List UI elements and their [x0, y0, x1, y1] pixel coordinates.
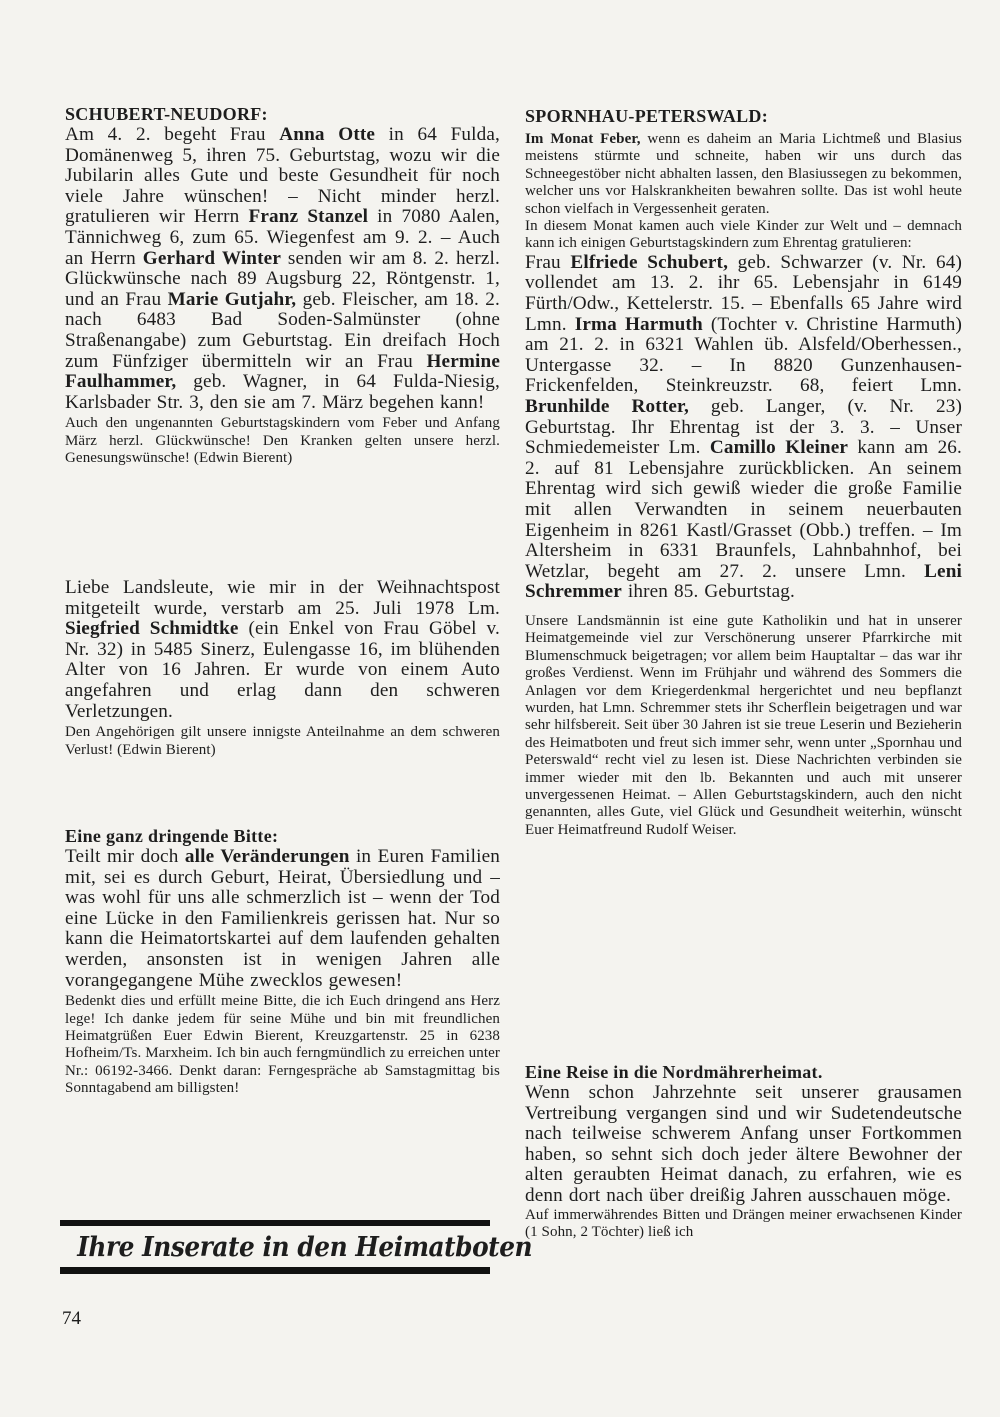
paragraph: Im Monat Feber, wenn es daheim an Maria Lichtmeß und Blasius meistens stürmte und schneite, haben wir uns durch das Schneegestöber nicht abhalten lassen, den Blasiussegen zu bekommen, welcher uns vor Halskrankheiten bewahren sollte. Das ist wohl heute schon vielfach in Vergessenheit geraten.	[525, 131, 962, 217]
bold-name: Elfriede Schubert,	[570, 251, 729, 273]
divider	[60, 1267, 490, 1274]
paragraph: In diesem Monat kamen auch viele Kinder zur Welt und – demnach kann ich einigen Geburtstagskindern zum Ehrentag gratulieren:	[525, 218, 962, 252]
paragraph: Unsere Landsmännin ist eine gute Katholikin und hat in unserer Heimatgemeinde viel zur Verschönerung unserer Pfarrkirche mit Blumenschmuck beigetragen; vor allem beim Hauptaltar – das war ihr großes Verdienst. Wenn im Frühjahr und während des Sommers die Anlagen vor dem Kriegerdenkmal hergerichtet und neu bepflanzt wurden, hat Lmn. Schremmer stets ihr Scherflein beigetragen und war sehr hilfsbereit. Seit über 30 Jahren ist sie treue Leserin und Bezieherin des Heimatboten und freut sich immer sehr, wenn unter „Spornhau und Peterswald“ recht viel zu lesen ist. Diese Nachrichten verbinden sie immer wieder mit den lb. Bekannten und auch mit unserer unvergessenen Heimat. – Allen Geburtstagskindern, auch den nicht genannten, alles Gute, viel Glück und Gesundheit weiterhin, wünscht Euer Heimatfreund Rudolf Weiser.	[525, 612, 962, 838]
paragraph: Frau Elfriede Schubert, geb. Schwarzer (v. Nr. 64) vollendet am 13. 2. ihr 65. Lebensjahr in 6149 Fürth/Odw., Kettelerstr. 15. – Ebenfalls 65 Jahre wird Lmn. Irma Harmuth (Tochter v. Christine Harmuth) am 21. 2. in 6321 Wahlen üb. Alsfeld/Oberhessen., Untergasse 32. – In 8820 Gunzenhausen-Frickenfelden, Steinkreuzstr. 68, feiert Lmn. Brunhilde Rotter, geb. Langer, (v. Nr. 23) Geburtstag. Ihr Ehrentag ist der 3. 3. – Unser Schmiedemeister Lm. Camillo Kleiner kann am 26. 2. auf 81 Lebensjahre zurückblicken. An seinem Ehrentag wird sich gewiß wieder die große Familie mit allen Verwandten in seinem neuerbauten Eigenheim in 8261 Kastl/Grasset (Obb.) treffen. – Im Altersheim in 6331 Braunfels, Lahnbahnhof, bei Wetzlar, begeht am 27. 2. unsere Lmn. Leni Schremmer ihren 85. Geburtstag.	[525, 251, 962, 603]
bold-name: Brunhilde Rotter,	[525, 396, 689, 417]
page-number: 74	[62, 1308, 81, 1329]
bold-name: Marie Gutjahr,	[167, 288, 297, 310]
section-schubert-neudorf	[65, 104, 500, 468]
bold-name: Im Monat Feber,	[525, 131, 641, 147]
bold-name: Leni Schremmer	[525, 560, 962, 603]
paragraph: Liebe Landsleute, wie mir in der Weihnachtspost mitgeteilt wurde, verstarb am 25. Juli 1978 Lm. Siegfried Schmidtke (ein Enkel von Frau Göbel v. Nr. 32) in 5485 Sinerz, Eulengasse 16, im blühenden Alter von 16 Jahren. Er wurde von einem Auto angefahren und erlag dann den schweren Verletzungen.	[65, 577, 500, 722]
section-dringende-bitte	[65, 826, 500, 1098]
paragraph: Am 4. 2. begeht Frau Anna Otte in 64 Fulda, Domänenweg 5, ihren 75. Geburtstag, wozu wir die Jubilarin alles Gute und beste Gesundheit für noch viele Jahre wünschen! – Nicht minder herzl. gratulieren wir Herrn Franz Stanzel in 7080 Aalen, Tännichweg 6, zum 65. Wiegenfest am 9. 2. – Auch an Herrn Gerhard Winter senden wir am 8. 2. herzl. Glückwünsche nach 89 Augsburg 22, Röntgenstr. 1, und an Frau Marie Gutjahr, geb. Fleischer, am 18. 2. nach 6483 Bad Soden-Salmünster (ohne Straßenangabe) zum Geburtstag. Ein dreifach Hoch zum Fünfziger übermitteln wir an Frau Hermine Faulhammer, geb. Wagner, in 64 Fulda-Niesig, Karlsbader Str. 3, den sie am 7. März begehen kann!	[65, 124, 500, 413]
paragraph: Den Angehörigen gilt unsere innigste Anteilnahme an dem schweren Verlust! (Edwin Bierent)	[65, 724, 500, 758]
paragraph: Auch den ungenannten Geburtstagskindern vom Feber und Anfang März herzl. Glückwünsche! Den Kranken gelten unsere herzl. Genesungswünsche! (Edwin Bierent)	[65, 415, 500, 467]
bold-name: Franz Stanzel	[248, 206, 369, 228]
section-heading: Eine ganz dringende Bitte:	[65, 826, 279, 846]
bold-name: Irma Harmuth	[574, 313, 703, 335]
section-spornhau-peterswald	[525, 106, 962, 839]
bold-name: Hermine Faulhammer,	[65, 350, 500, 393]
bold-name: alle Veränderungen	[184, 846, 350, 867]
banner-text: Ihre Inserate in den Heimatboten	[77, 1232, 533, 1263]
section-heading: SPORNHAU-PETERSWALD:	[525, 106, 769, 126]
section-obituary	[65, 578, 500, 759]
advertisement-banner	[60, 1220, 533, 1274]
paragraph: Bedenkt dies und erfüllt meine Bitte, die ich Euch dringend ans Herz lege! Ich danke jedem für seine Mühe und bin mit freundlichen Heimatgrüßen Euer Edwin Bierent, Kreuzgartenstr. 25 in 6238 Hofheim/Ts. Marxheim. Ich bin auch ferngmündlich zu erreichen unter Nr.: 06192-3466. Denkt daran: Ferngespräche ab Samstagmittag bis Sonntagabend am billigsten!	[65, 993, 500, 1097]
paragraph: Auf immerwährendes Bitten und Drängen meiner erwachsenen Kinder (1 Sohn, 2 Töchter) ließ ich	[525, 1206, 962, 1240]
section-heading: SCHUBERT-NEUDORF:	[65, 104, 268, 124]
bold-name: Siegfried Schmidtke	[65, 618, 239, 640]
section-reise-nordmaehren	[525, 1062, 962, 1241]
section-heading: Eine Reise in die Nordmährerheimat.	[525, 1062, 823, 1082]
bold-name: Camillo Kleiner	[709, 437, 849, 459]
bold-name: Anna Otte	[279, 124, 376, 145]
bold-name: Gerhard Winter	[142, 247, 281, 269]
paragraph: Wenn schon Jahrzehnte seit unserer grausamen Vertreibung vergangen sind und wir Sudetendeutsche nach teilweise schwerem Anfang unser Fortkommen haben, so sehnt sich doch jeder ältere Bewohner der alten geraubten Heimat danach, zu erfahren, wie es denn dort nach über dreißig Jahren ausschauen möge.	[525, 1082, 962, 1206]
paragraph: Teilt mir doch alle Veränderungen in Euren Familien mit, sei es durch Geburt, Heirat, Übersiedlung und – was wohl für uns alle schmerzlich ist – wenn der Tod eine Lücke in den Familienkreis gerissen hat. Nur so kann die Heimatortskartei auf dem laufenden gehalten werden, ansonsten ist in wenigen Jahren alle vorangegangene Mühe zwecklos gewesen!	[65, 846, 500, 991]
